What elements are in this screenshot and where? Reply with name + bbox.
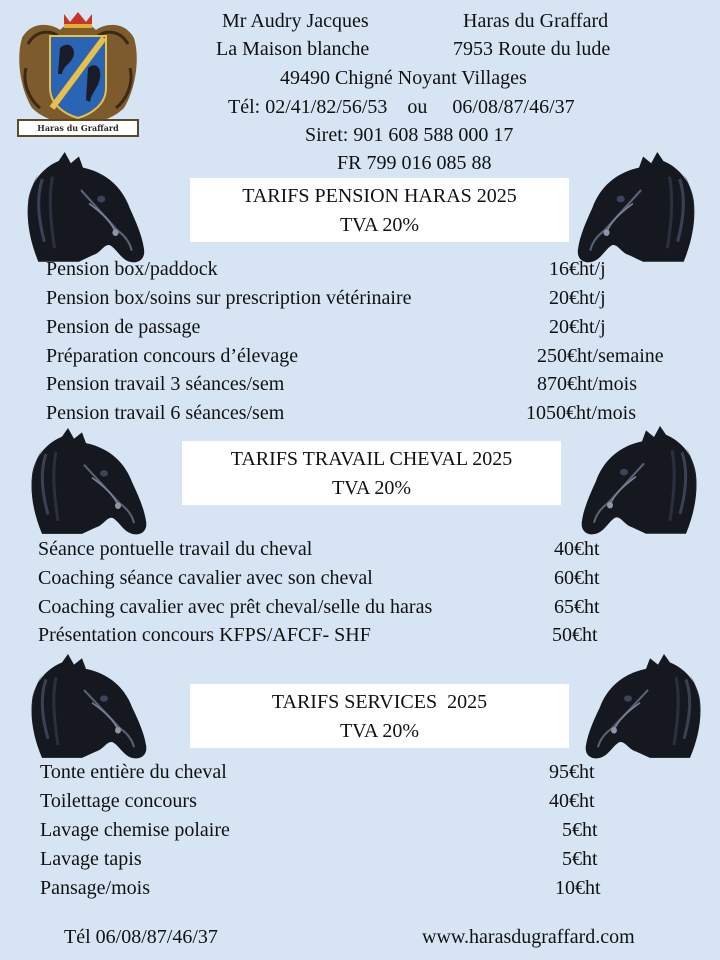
horse-head-icon [572,152,704,264]
price-label: Préparation concours d’élevage [46,345,299,367]
price-label: Pension box/paddock [46,258,218,280]
section-title: TARIFS SERVICES 2025 [271,691,488,713]
price-value: 20€ht/j [549,287,606,309]
price-value: 20€ht/j [549,316,606,338]
section-pension-header [190,178,569,242]
price-value: 870€ht/mois [537,373,638,395]
price-label: Tonte entière du cheval [40,761,227,783]
price-label: Pansage/mois [40,877,150,899]
tva-number: FR 799 016 085 88 [337,152,492,174]
price-label: Pension travail 6 séances/sem [46,402,285,424]
price-label: Lavage tapis [40,848,142,870]
footer-phone: Tél 06/08/87/46/37 [64,926,218,948]
price-value: 50€ht [552,624,598,646]
section-title: TARIFS TRAVAIL CHEVAL 2025 [230,448,513,470]
price-label: Présentation concours KFPS/AFCF- SHF [38,624,371,646]
city: 49490 Chigné Noyant Villages [280,67,527,89]
price-label: Lavage chemise polaire [40,819,230,841]
horse-head-icon [22,654,152,760]
section-subtitle: TVA 20% [339,720,420,742]
price-label: Coaching séance cavalier avec son cheval [38,567,373,589]
haras-logo [12,8,144,140]
price-value: 5€ht [562,848,598,870]
horse-head-icon [576,426,706,536]
price-value: 60€ht [554,567,600,589]
price-label: Pension box/soins sur prescription vétérinaire [46,287,412,309]
price-label: Toilettage concours [40,790,197,812]
address-right: 7953 Route du lude [453,38,611,60]
section-title: TARIFS PENSION HARAS 2025 [242,185,517,207]
price-label: Pension de passage [46,316,201,338]
section-travail-header [182,441,561,505]
price-value: 95€ht [549,761,595,783]
horse-head-icon [580,654,710,760]
price-label: Pension travail 3 séances/sem [46,373,285,395]
price-value: 65€ht [554,596,600,618]
owner-name: Mr Audry Jacques [222,10,369,32]
price-value: 40€ht [554,538,600,560]
logo-banner-text: Haras du Graffard [37,123,119,133]
haras-name: Haras du Graffard [463,10,609,32]
phone-line: Tél: 02/41/82/56/53 ou 06/08/87/46/37 [228,96,575,118]
price-value: 5€ht [562,819,598,841]
price-value: 1050€ht/mois [526,402,637,424]
address-left: La Maison blanche [216,38,370,60]
siret: Siret: 901 608 588 000 17 [305,124,514,146]
price-value: 10€ht [555,877,601,899]
price-value: 40€ht [549,790,595,812]
section-services-header [190,684,569,748]
horse-head-icon [18,152,150,264]
price-value: 250€ht/semaine [537,345,664,367]
price-label: Coaching cavalier avec prêt cheval/selle du haras [38,596,433,618]
price-label: Séance pontuelle travail du cheval [38,538,313,560]
price-value: 16€ht/j [549,258,606,280]
horse-head-icon [22,428,152,536]
section-subtitle: TVA 20% [331,477,412,499]
footer-website[interactable]: www.harasdugraffard.com [422,926,635,948]
section-subtitle: TVA 20% [339,214,420,236]
